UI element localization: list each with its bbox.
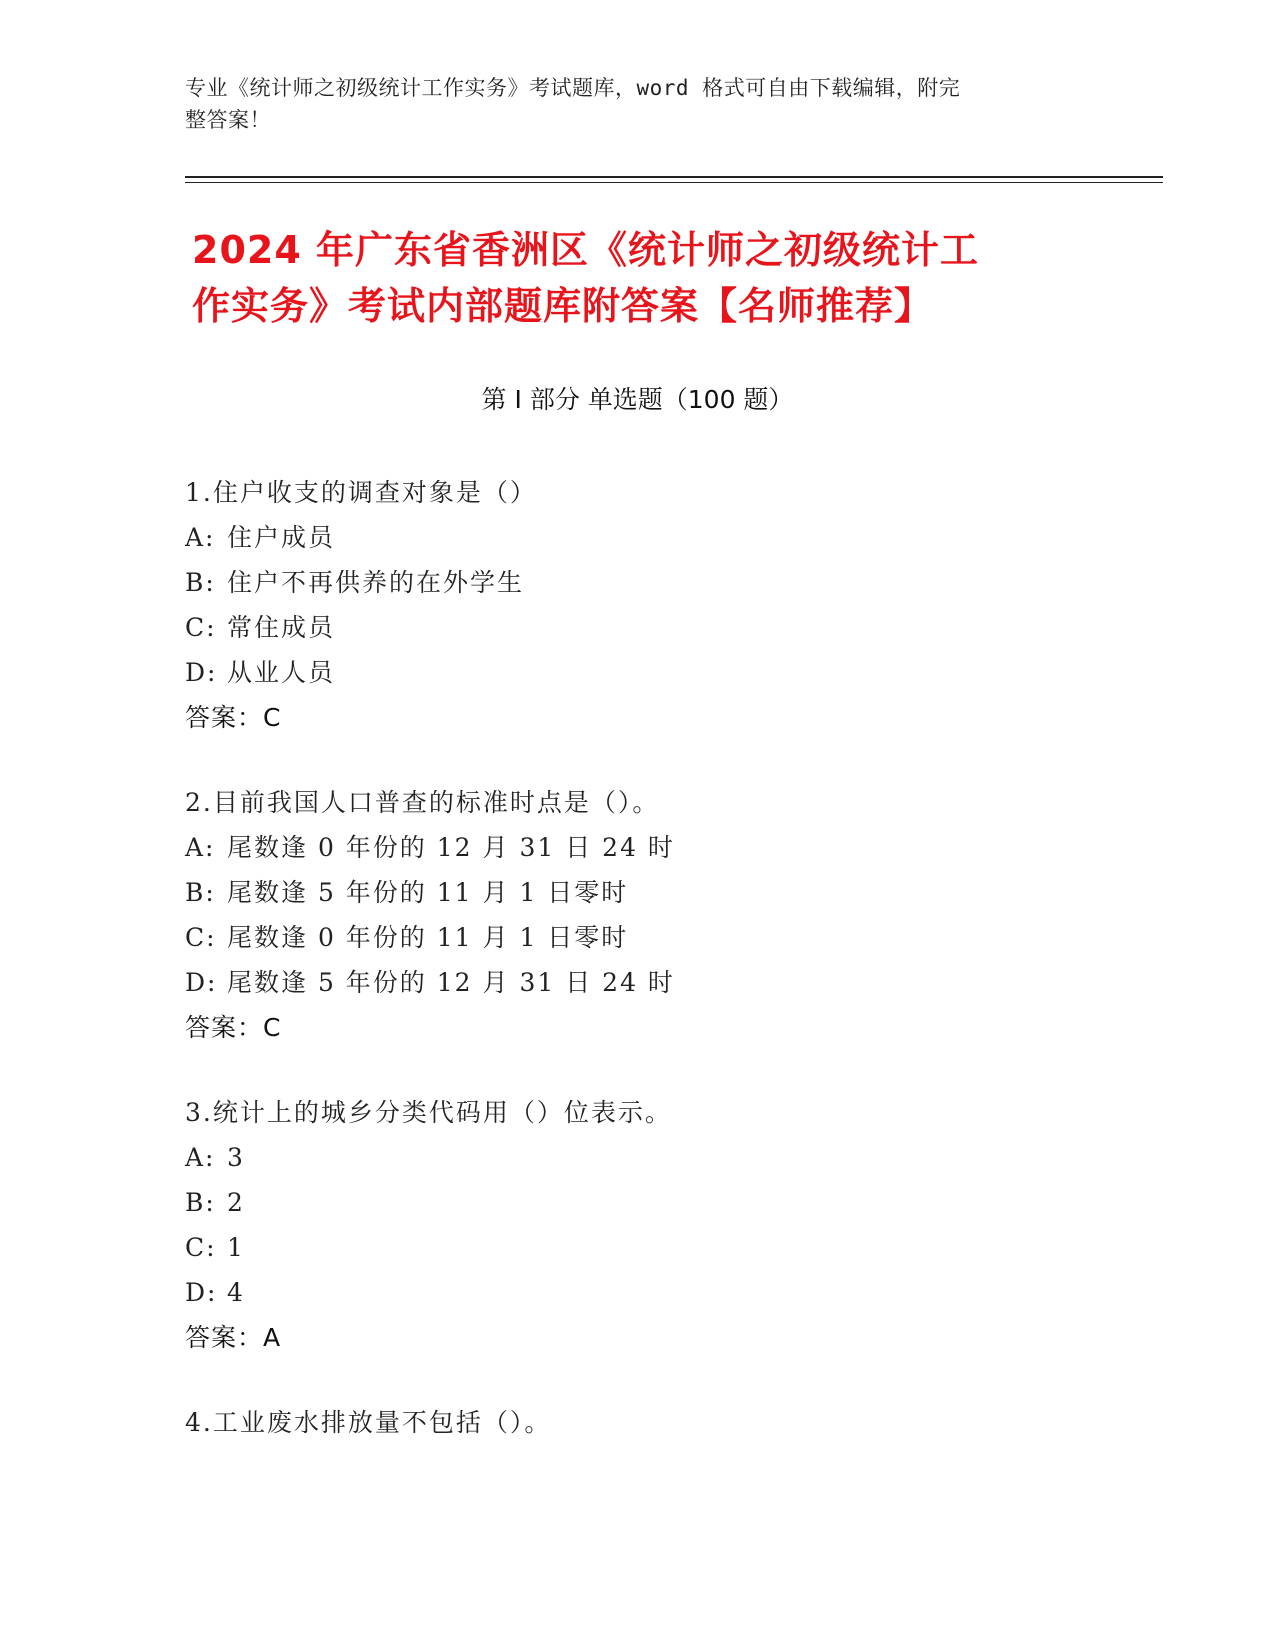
option-key: C: bbox=[185, 1233, 217, 1262]
option-text: 尾数逢 5 年份的 11 月 1 日零时 bbox=[227, 878, 629, 907]
option-text: 3 bbox=[227, 1143, 245, 1172]
option-b bbox=[185, 1180, 1085, 1225]
header-divider-thick bbox=[185, 176, 1163, 178]
option-key: D: bbox=[185, 658, 218, 687]
header-note-line-2: 整答案！ bbox=[185, 108, 271, 132]
question-stem: 4.工业废水排放量不包括（）。 bbox=[185, 1408, 552, 1437]
header-note-line-1: 专业《统计师之初级统计工作实务》考试题库，word 格式可自由下载编辑，附完 bbox=[185, 76, 961, 100]
question-stem: 2.目前我国人口普查的标准时点是（）。 bbox=[185, 788, 660, 817]
option-key: B: bbox=[185, 1188, 216, 1217]
option-b bbox=[185, 870, 1085, 915]
option-c bbox=[185, 605, 1085, 650]
option-key: A: bbox=[185, 523, 216, 552]
option-d bbox=[185, 1270, 1085, 1315]
option-text: 从业人员 bbox=[227, 658, 336, 687]
option-key: A: bbox=[185, 833, 216, 862]
question-3 bbox=[185, 1090, 1085, 1360]
option-text: 2 bbox=[227, 1188, 245, 1217]
option-d bbox=[185, 650, 1085, 695]
question-4 bbox=[185, 1400, 1085, 1445]
option-key: C: bbox=[185, 923, 217, 952]
option-text: 住户不再供养的在外学生 bbox=[227, 568, 525, 597]
option-key: C: bbox=[185, 613, 217, 642]
option-c bbox=[185, 915, 1085, 960]
option-text: 4 bbox=[227, 1278, 245, 1307]
question-list bbox=[185, 470, 1085, 1485]
option-text: 住户成员 bbox=[227, 523, 336, 552]
header-note bbox=[185, 72, 1085, 136]
option-key: B: bbox=[185, 568, 216, 597]
option-key: A: bbox=[185, 1143, 216, 1172]
document-title bbox=[192, 222, 1092, 334]
option-key: D: bbox=[185, 968, 218, 997]
section-heading: 第 I 部分 单选题（100 题） bbox=[481, 385, 794, 414]
question-stem: 3.统计上的城乡分类代码用（）位表示。 bbox=[185, 1098, 672, 1127]
answer-line: 答案：C bbox=[185, 703, 282, 732]
question-1 bbox=[185, 470, 1085, 740]
option-a bbox=[185, 825, 1085, 870]
option-d bbox=[185, 960, 1085, 1005]
option-text: 尾数逢 0 年份的 11 月 1 日零时 bbox=[227, 923, 629, 952]
document-title-line-2: 作实务》考试内部题库附答案【名师推荐】 bbox=[192, 284, 934, 328]
answer-line: 答案：A bbox=[185, 1323, 282, 1352]
option-key: B: bbox=[185, 878, 216, 907]
option-text: 1 bbox=[227, 1233, 245, 1262]
option-key: D: bbox=[185, 1278, 218, 1307]
option-a bbox=[185, 1135, 1085, 1180]
option-text: 尾数逢 5 年份的 12 月 31 日 24 时 bbox=[227, 968, 675, 997]
header-divider-thin bbox=[185, 182, 1163, 183]
option-text: 常住成员 bbox=[227, 613, 336, 642]
question-stem: 1.住户收支的调查对象是（） bbox=[185, 478, 537, 507]
option-b bbox=[185, 560, 1085, 605]
option-a bbox=[185, 515, 1085, 560]
option-text: 尾数逢 0 年份的 12 月 31 日 24 时 bbox=[227, 833, 675, 862]
document-title-line-1: 2024 年广东省香洲区《统计师之初级统计工 bbox=[192, 228, 979, 272]
answer-line: 答案：C bbox=[185, 1013, 282, 1042]
question-2 bbox=[185, 780, 1085, 1050]
option-c bbox=[185, 1225, 1085, 1270]
